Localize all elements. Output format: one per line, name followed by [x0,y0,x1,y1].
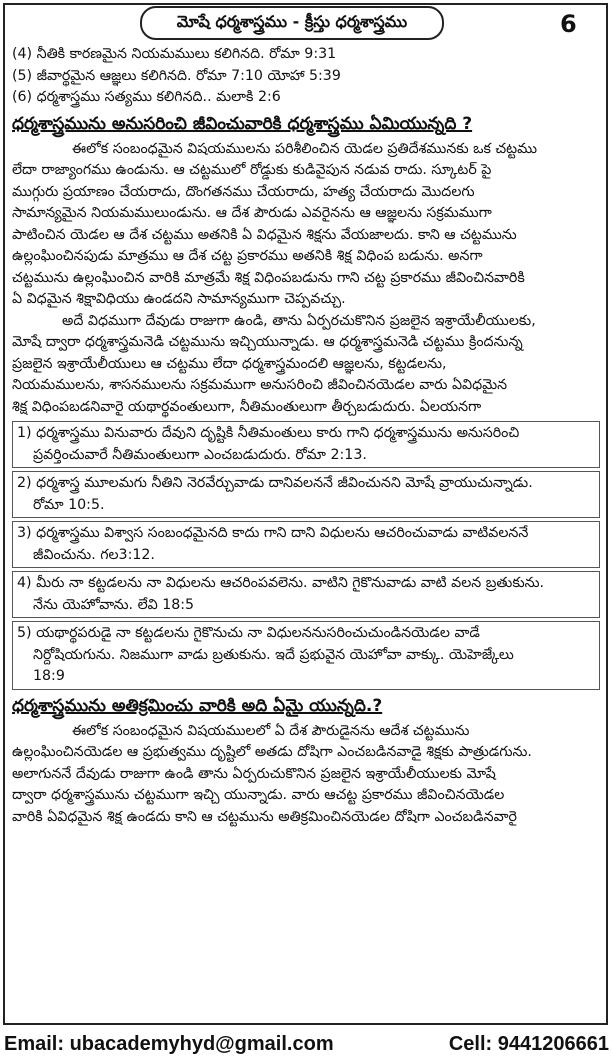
section2-heading: ధర్మశాస్త్రమును అతిక్రమించు వారికి అది ఏమై యున్నది.? [12,695,383,716]
section1-paragraph-1 [12,139,600,311]
point-line: 18:9 [33,668,65,684]
section1-heading: ధర్మశాస్త్రమును అనుసరించి జీవించువారికి ధర్మశాస్త్రము ఏమియున్నది ? [12,113,473,134]
point-line: 1) ధర్మశాస్త్రము వినువారు దేవుని దృష్టికి నీతిమంతులు కారు గాని ధర్మశాస్త్రమును అనుసరించి [17,425,520,441]
point-line: 3) ధర్మశాస్త్రము విశ్వాస సంబంధమైనది కాదు గాని దాని విధులను ఆచరించువాడు వాటివలననే [17,525,529,541]
point-line: జీవించును. గల3:12. [33,546,155,563]
paragraph-line: ఈలోక సంబంధమైన విషయములను పరిశీలించిన యెడల ప్రతిదేశమునకు ఒక చట్టము [72,140,538,157]
point-line: రోమా 10:5. [33,496,105,513]
point-line: ప్రవర్తించువారే నీతిమంతులుగా ఎంచబడుదురు. రోమా 2:13. [33,446,367,463]
paragraph-line: వారికి ఏవిధమైన శిక్ష ఉండదు కాని ఆ చట్టమును అతిక్రమించినయెడల దోషిగా ఎంచబడినవారై [12,808,517,825]
paragraph-line: పాటించిన యెడల ఆ దేశ చట్టము అతనికి ఏ విధమైన శిక్షను వేయజాలదు. కాని ఆ చట్టమును [12,226,517,243]
page-number: 6 [560,10,577,38]
point-line: 4) మీరు నా కట్టడలను నా విధులను ఆచరింపవలెను. వాటిని గైకొనువాడు వాటి వలన బ్రతుకును. [17,575,545,591]
intro-item: (6) ధర్మశాస్త్రము సత్యము కలిగినది.. మలాకి 2:6 [12,89,281,105]
scripture-point-3 [12,521,600,568]
paragraph-line: లేదా రాజ్యాంగము ఉండును. ఆ చట్టములో రోడ్డుకు కుడివైపున నడువ రాదు. స్కూటర్ పై [12,162,492,178]
point-line: 5) యథార్థపరుడై నా కట్టడలను గైకొనుచు నా విధులననుసరించుచుండినయెడల వాడే [17,625,480,641]
scripture-points [12,421,600,690]
paragraph-line: ప్రజలైన ఇశ్రాయేలీయులు ఆ చట్టము లేదా ధర్మశాస్త్రమందలి ఆజ్ఞలను, కట్టడలను, [12,355,447,372]
document-body [12,44,600,828]
page-footer [0,1027,613,1062]
header-title: మోషే ధర్మశాస్త్రము - క్రీస్తు ధర్మశాస్త్రము [176,11,408,31]
point-line: 2) ధర్మశాస్త్ర మూలమగు నీతిని నెరవేర్చువాడు దానివలననే జీవించునని మోషే వ్రాయుచున్నాడు. [17,475,533,491]
paragraph-line: ముగ్గురు ప్రయాణం చేయరాదు, దొంగతనము చేయరాదు, హత్య చేయరాదు మొదలగు [12,183,475,200]
paragraph-line: ద్వారా ధర్మశాస్త్రమును చట్టముగా ఇచ్చి యున్నాడు. వారు ఆచట్ట ప్రకారము జీవించినయెడల [12,787,505,803]
paragraph-line: ఉల్లంఘించినయెడల ఆ ప్రభుత్వము దృష్టిలో అతడు దోషిగా ఎంచబడినవాడై శిక్షకు పాత్రుడగును. [12,744,532,760]
paragraph-line: ఏ విధమైన శిక్షావిధియు ఉండదని సామాన్యముగా చెప్పవచ్చు. [12,291,346,307]
paragraph-line: ఈలోక సంబంధమైన విషయములలో ఏ దేశ పౌరుడైనను ఆదేశ చట్టమును [72,722,470,739]
intro-item: (5) జీవార్థమైన ఆజ్ఞలు కలిగినది. రోమా 7:10 యోహా 5:39 [12,67,341,84]
scripture-point-1 [12,421,600,468]
paragraph-line: సామాన్యమైన నియమములుండును. ఆ దేశ పౌరుడు ఎవరైనను ఆ ఆజ్ఞలను సక్రమముగా [12,205,492,221]
paragraph-line: నియమములను, శాసనములను సక్రమముగా అనుసరించి జీవించినయెడల వారు ఏవిధమైన [12,377,508,393]
point-line: నేను యెహోవాను. లేవి 18:5 [33,596,195,613]
footer-cell: Cell: 9441206661 [448,1033,609,1055]
section2-paragraph [12,721,600,829]
paragraph-line: మోషే ద్వారా ధర్మశాస్త్రమనెడి చట్టమును ఇచ్చియున్నాడు. ఆ ధర్మశాస్త్రమనెడి చట్టము క్రిందనున్న [12,334,523,350]
paragraph-line: అదే విధముగా దేవుడు రాజుగా ఉండి, తాను ఏర్పరచుకొనిన ప్రజలైన ఇశ్రాయేలీయులకు, [62,312,536,329]
paragraph-line: శిక్ష విధింపబడనివారై యథార్థవంతులుగా, నీతిమంతులుగా తీర్చబడుదురు. ఏలయనగా [12,398,482,415]
point-line: నిర్దోషియగును. నిజముగా వాడు బ్రతుకును. ఇదే ప్రభువైన యెహోవా వాక్కు. యెహెజ్కేలు [33,646,514,663]
scripture-point-4 [12,571,600,618]
intro-item: (4) నీతికి కారణమైన నియమములు కలిగినది. రోమా 9:31 [12,46,337,62]
paragraph-line: చట్టమును ఉల్లంఘించిన వారికి మాత్రమే శిక్ష విధింపబడును గాని చట్ట ప్రకారము జీవించినవారికి [12,269,525,286]
section1-paragraph-2 [12,311,600,419]
scripture-point-2 [12,471,600,518]
paragraph-line: ఉల్లంఘించినపుడు మాత్రము ఆ దేశ చట్ట ప్రకారము అతనికి శిక్ష విధింప బడును. అనగా [12,248,483,264]
paragraph-line: అలాగుననే దేవుడు రాజుగా ఉండి తాను ఏర్పరుచుకొనిన ప్రజలైన ఇశ్రాయేలీయులకు మోషే [12,765,496,782]
footer-email: Email: ubacademyhyd@gmail.com [4,1033,334,1055]
intro-list [12,44,600,109]
page-header [140,6,444,40]
scripture-point-5 [12,621,600,690]
